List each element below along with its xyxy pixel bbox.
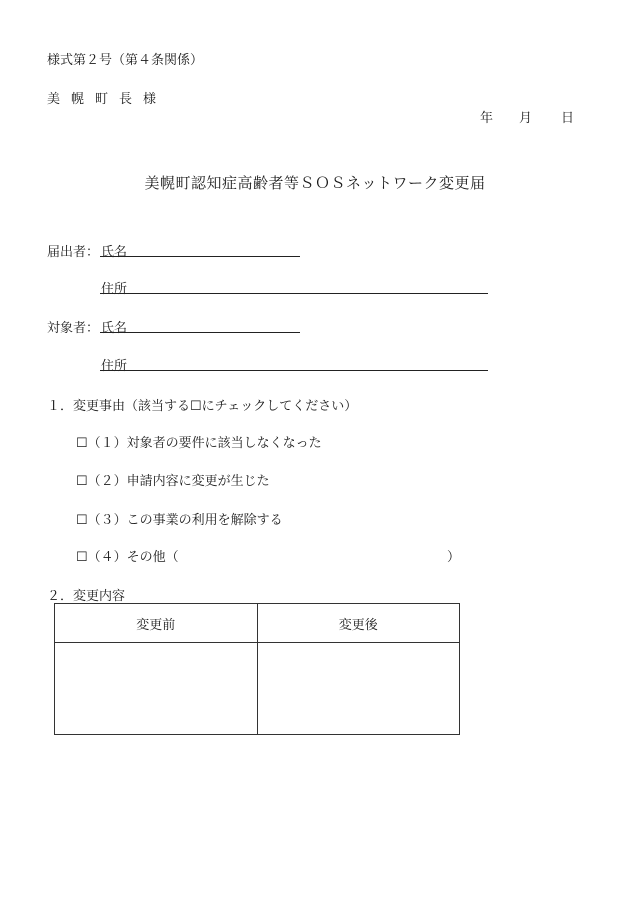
date-month-label: 月 <box>519 111 533 126</box>
document-title: 美幌町認知症高齢者等ＳＯＳネットワーク変更届 <box>144 174 486 192</box>
subject-address-label: 住所 <box>101 359 128 374</box>
reason-option-2[interactable]: ☐（２）申請内容に変更が生じた <box>76 474 270 489</box>
reason-option-3[interactable]: ☐（３）この事業の利用を解除する <box>76 513 283 528</box>
applicant-label: 届出者： <box>47 245 100 260</box>
reason-option-4[interactable]: ☐（４）その他（ <box>76 550 179 565</box>
section1-heading: １．変更事由（該当する☐にチェックしてください） <box>47 399 358 414</box>
subject-address-underline <box>100 370 488 371</box>
before-content-cell[interactable] <box>55 643 258 735</box>
date-day-label: 日 <box>561 111 575 126</box>
after-content-cell[interactable] <box>257 643 460 735</box>
applicant-address-label: 住所 <box>101 282 128 297</box>
applicant-name-label: 氏名 <box>101 245 128 260</box>
section2-heading: ２．変更内容 <box>47 589 126 604</box>
changes-table <box>54 603 460 735</box>
column-header-after: 変更後 <box>257 604 460 643</box>
table-row <box>55 643 460 735</box>
form-number: 様式第２号（第４条関係） <box>47 53 204 68</box>
column-header-before: 変更前 <box>55 604 258 643</box>
subject-name-underline <box>100 332 300 333</box>
changes-table-header-row <box>55 604 460 643</box>
reason-other-close-paren: ） <box>447 550 461 565</box>
subject-label: 対象者： <box>47 321 100 336</box>
addressee: 美幌町長様 <box>47 92 168 107</box>
date-year-label: 年 <box>480 111 494 126</box>
applicant-address-underline <box>100 293 488 294</box>
applicant-name-underline <box>100 256 300 257</box>
reason-option-1[interactable]: ☐（１）対象者の要件に該当しなくなった <box>76 436 322 451</box>
subject-name-label: 氏名 <box>101 321 128 336</box>
